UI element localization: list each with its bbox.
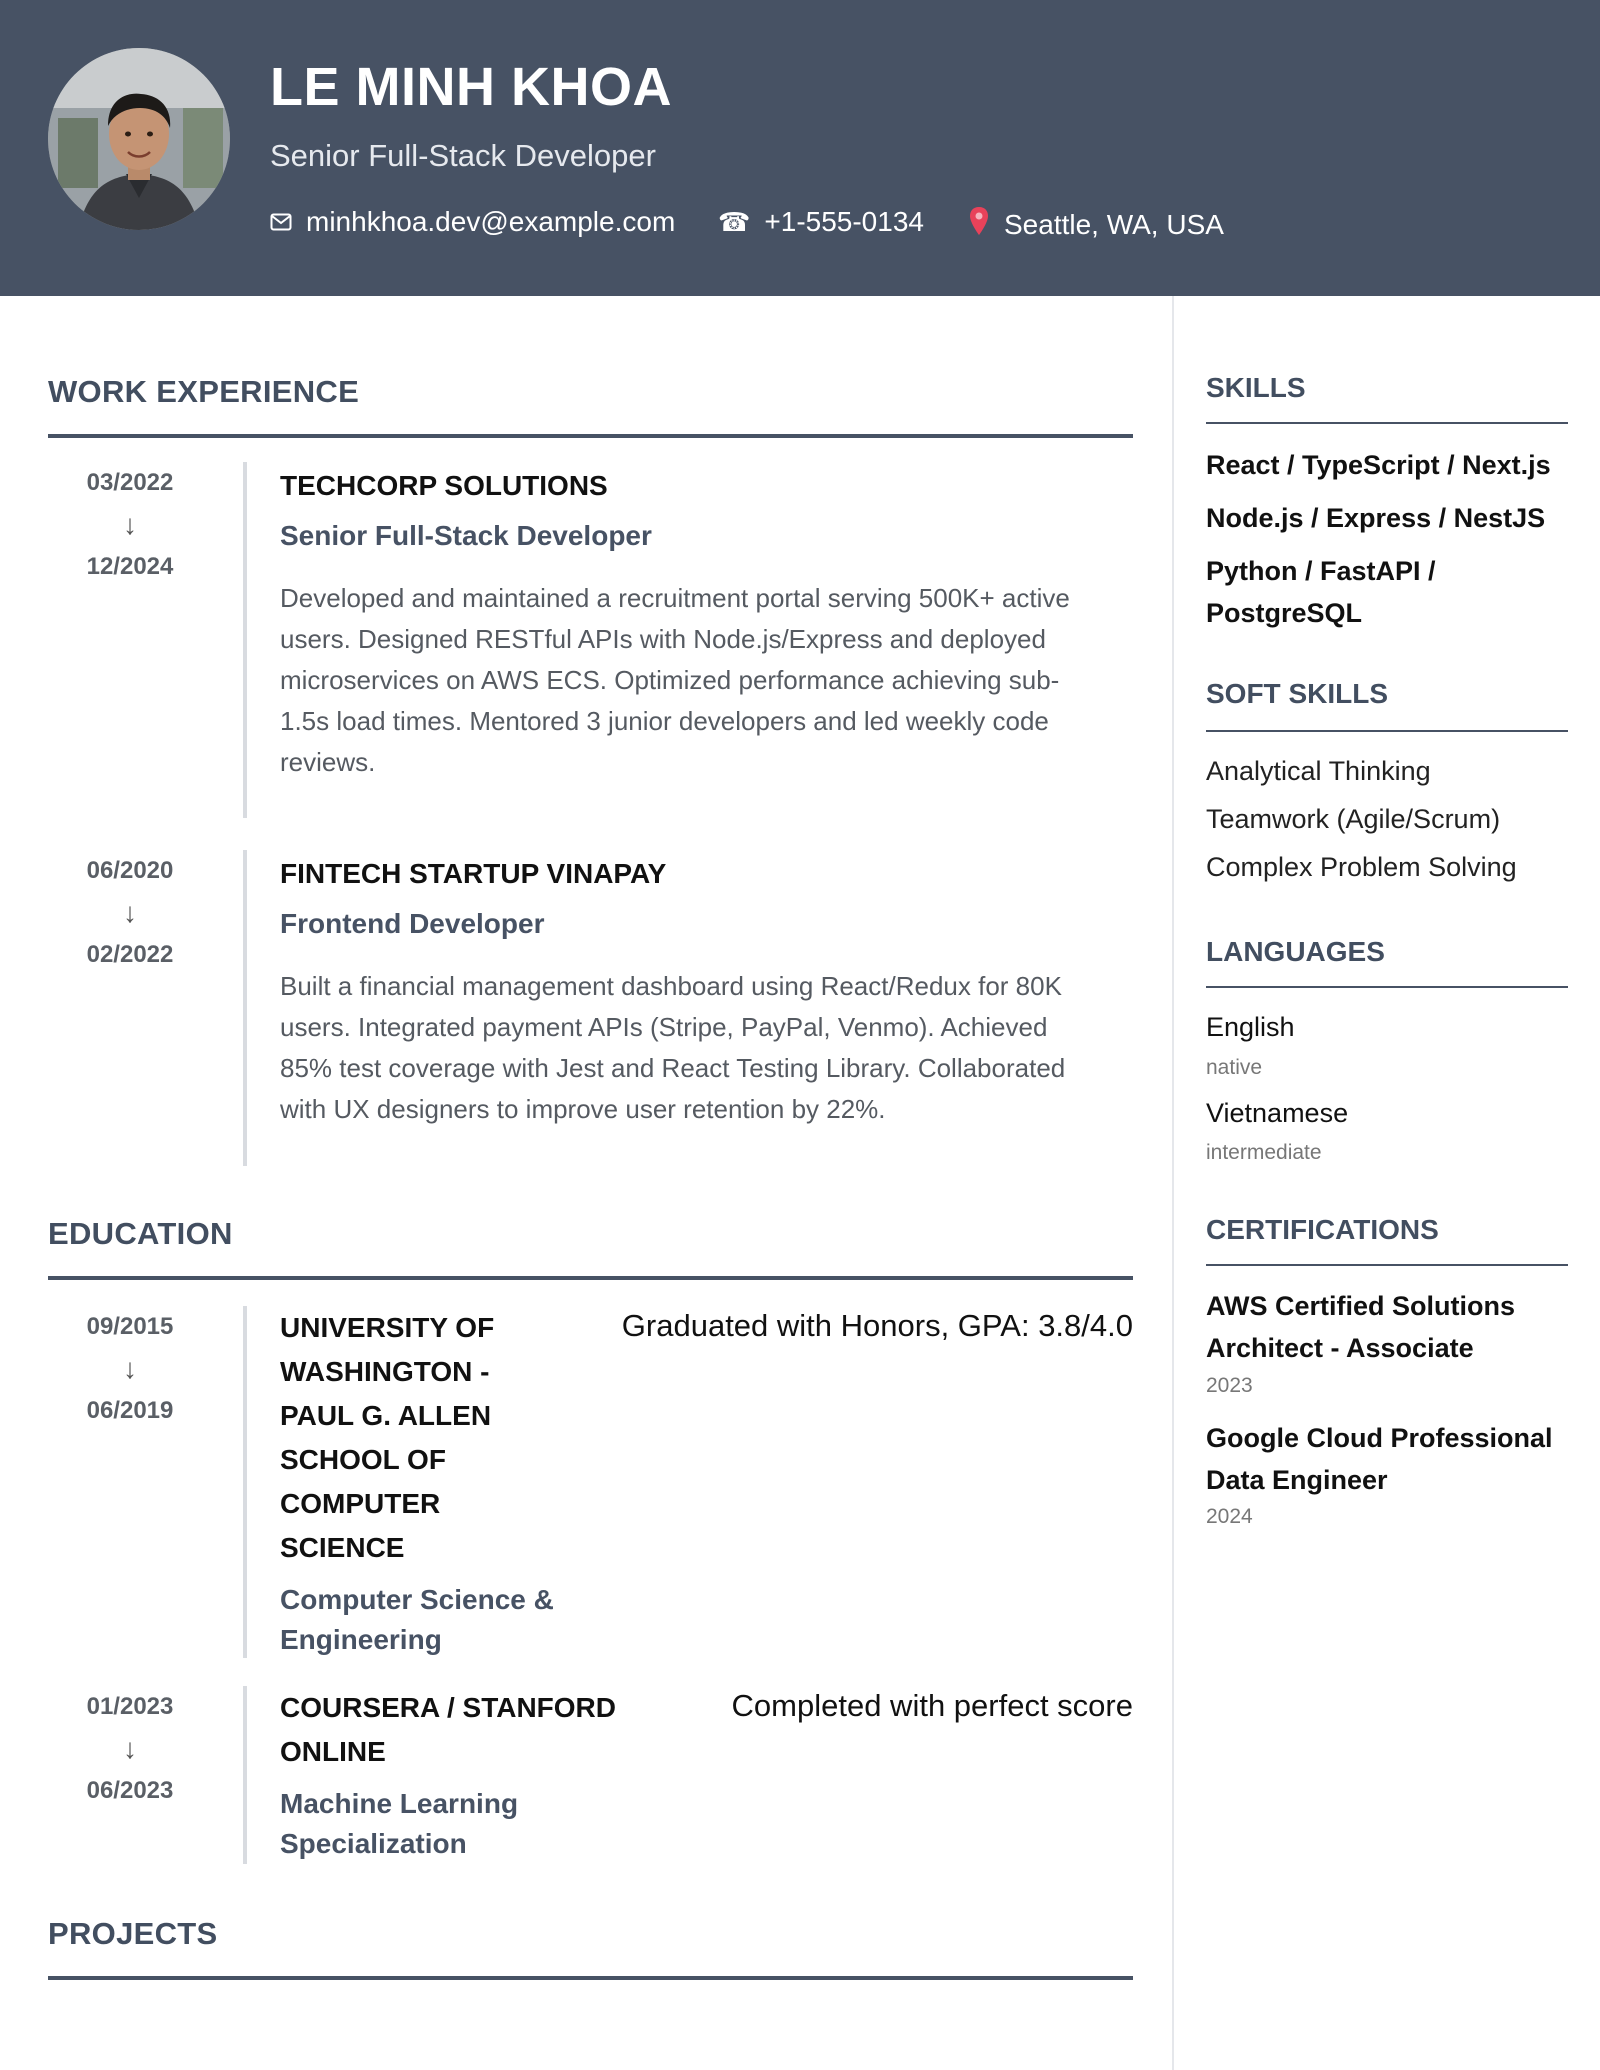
contact-phone[interactable] <box>718 206 924 238</box>
location-text: Seattle, WA, USA <box>1004 208 1224 240</box>
profile-photo-image <box>48 48 230 230</box>
description-line: users. Designed RESTful APIs with Node.js/Express and deployed <box>280 624 1046 654</box>
job-description <box>280 578 1140 783</box>
degree-name <box>280 1580 610 1660</box>
description-line: with UX designers to improve user retention by 22%. <box>280 1094 886 1124</box>
degree-line: Specialization <box>280 1828 467 1859</box>
arrow-down-icon: ↓ <box>123 1733 137 1764</box>
end-date: 06/2019 <box>86 1397 174 1424</box>
soft-skill-item: Teamwork (Agile/Scrum) <box>1206 804 1501 834</box>
soft-skill-item: Complex Problem Solving <box>1206 852 1517 882</box>
education-note: Completed with perfect score <box>731 1688 1133 1723</box>
work-details <box>280 852 1140 1130</box>
contact-email[interactable] <box>270 206 675 238</box>
education-dates <box>48 1686 212 1812</box>
description-line: microservices on AWS ECS. Optimized performance achieving sub- <box>280 665 1060 695</box>
education-details <box>280 1306 610 1660</box>
description-line: 1.5s load times. Mentored 3 junior developers and led weekly code <box>280 706 1049 736</box>
phone-text: +1-555-0134 <box>764 206 924 237</box>
certifications-rule <box>1206 1264 1568 1266</box>
candidate-name: LE MINH KHOA <box>270 57 672 117</box>
education-note: Graduated with Honors, GPA: 3.8/4.0 <box>621 1308 1133 1343</box>
arrow-down-icon: ↓ <box>123 1353 137 1384</box>
end-date: 02/2022 <box>86 941 174 968</box>
start-date: 03/2022 <box>86 469 174 496</box>
school-line: WASHINGTON - <box>280 1356 490 1387</box>
start-date: 06/2020 <box>86 857 174 884</box>
description-line: Developed and maintained a recruitment portal serving 500K+ active <box>280 583 1070 613</box>
start-date: 01/2023 <box>86 1693 174 1720</box>
certification-name <box>1206 1285 1568 1369</box>
languages-rule <box>1206 986 1568 988</box>
timeline-bar <box>243 1306 247 1658</box>
timeline-bar <box>243 1686 247 1864</box>
mail-icon <box>270 206 292 238</box>
certification-year: 2024 <box>1206 1505 1253 1528</box>
email-text: minhkhoa.dev@example.com <box>306 206 676 237</box>
company-name: FINTECH STARTUP VINAPAY <box>280 858 667 889</box>
school-line: COMPUTER <box>280 1488 441 1519</box>
education-dates <box>48 1306 212 1432</box>
projects-rule <box>48 1976 1133 1980</box>
school-name <box>280 1306 610 1570</box>
certification-name <box>1206 1417 1568 1501</box>
work-details <box>280 464 1140 783</box>
language-name: English <box>1206 1012 1295 1042</box>
school-name <box>280 1686 700 1774</box>
skill-item: Python / FastAPI / <box>1206 556 1436 586</box>
skills-rule <box>1206 422 1568 424</box>
skill-item: React / TypeScript / Next.js <box>1206 450 1551 480</box>
education-details <box>280 1686 700 1864</box>
timeline-bar <box>243 462 247 818</box>
certification-year: 2023 <box>1206 1374 1253 1397</box>
job-description <box>280 966 1140 1130</box>
soft-skills-rule <box>1206 730 1568 732</box>
school-line: PAUL G. ALLEN <box>280 1400 492 1431</box>
school-line: COURSERA / STANFORD <box>280 1692 616 1723</box>
degree-line: Computer Science & <box>280 1584 554 1615</box>
work-entry <box>48 850 1133 1166</box>
school-line: SCHOOL OF <box>280 1444 446 1475</box>
description-line: Built a financial management dashboard using React/Redux for 80K <box>280 971 1062 1001</box>
description-line: users. Integrated payment APIs (Stripe, PayPal, Venmo). Achieved <box>280 1012 1048 1042</box>
candidate-title: Senior Full-Stack Developer <box>270 138 656 173</box>
certifications-heading: CERTIFICATIONS <box>1206 1214 1439 1245</box>
certification-line: Data Engineer <box>1206 1465 1388 1495</box>
projects-heading: PROJECTS <box>48 1916 218 1951</box>
skills-heading: SKILLS <box>1206 372 1306 403</box>
work-dates <box>48 462 212 588</box>
job-role: Frontend Developer <box>280 908 545 939</box>
company-name: TECHCORP SOLUTIONS <box>280 470 608 501</box>
job-role: Senior Full-Stack Developer <box>280 520 652 551</box>
phone-icon: ☎ <box>718 206 751 237</box>
school-line: UNIVERSITY OF <box>280 1312 495 1343</box>
column-divider <box>1172 296 1174 2070</box>
work-experience-rule <box>48 434 1133 438</box>
start-date: 09/2015 <box>86 1313 174 1340</box>
soft-skill-item: Analytical Thinking <box>1206 756 1431 786</box>
pin-icon <box>968 206 990 243</box>
education-heading: EDUCATION <box>48 1216 233 1251</box>
skill-item: PostgreSQL <box>1206 598 1363 628</box>
end-date: 12/2024 <box>86 553 174 580</box>
soft-skills-heading: SOFT SKILLS <box>1206 678 1388 709</box>
school-line: SCIENCE <box>280 1532 405 1563</box>
arrow-down-icon: ↓ <box>123 897 137 928</box>
description-line: 85% test coverage with Jest and React Testing Library. Collaborated <box>280 1053 1066 1083</box>
work-entry <box>48 462 1133 818</box>
work-dates <box>48 850 212 976</box>
description-line: reviews. <box>280 747 376 777</box>
language-name: Vietnamese <box>1206 1098 1349 1128</box>
profile-photo <box>48 48 230 230</box>
degree-name <box>280 1784 700 1864</box>
languages-heading: LANGUAGES <box>1206 936 1385 967</box>
contact-location <box>968 206 1224 243</box>
language-level: native <box>1206 1056 1263 1079</box>
degree-line: Engineering <box>280 1624 442 1655</box>
timeline-bar <box>243 850 247 1166</box>
work-experience-heading: WORK EXPERIENCE <box>48 374 360 409</box>
education-entry <box>48 1686 1133 1864</box>
education-rule <box>48 1276 1133 1280</box>
arrow-down-icon: ↓ <box>123 509 137 540</box>
certification-line: Google Cloud Professional <box>1206 1423 1553 1453</box>
resume-header <box>0 0 1600 296</box>
certification-line: AWS Certified Solutions <box>1206 1291 1516 1321</box>
language-level: intermediate <box>1206 1141 1322 1164</box>
end-date: 06/2023 <box>86 1777 174 1804</box>
skill-item: Node.js / Express / NestJS <box>1206 503 1546 533</box>
school-line: ONLINE <box>280 1736 386 1767</box>
certification-line: Architect - Associate <box>1206 1333 1474 1363</box>
education-entry <box>48 1306 1133 1658</box>
degree-line: Machine Learning <box>280 1788 519 1819</box>
